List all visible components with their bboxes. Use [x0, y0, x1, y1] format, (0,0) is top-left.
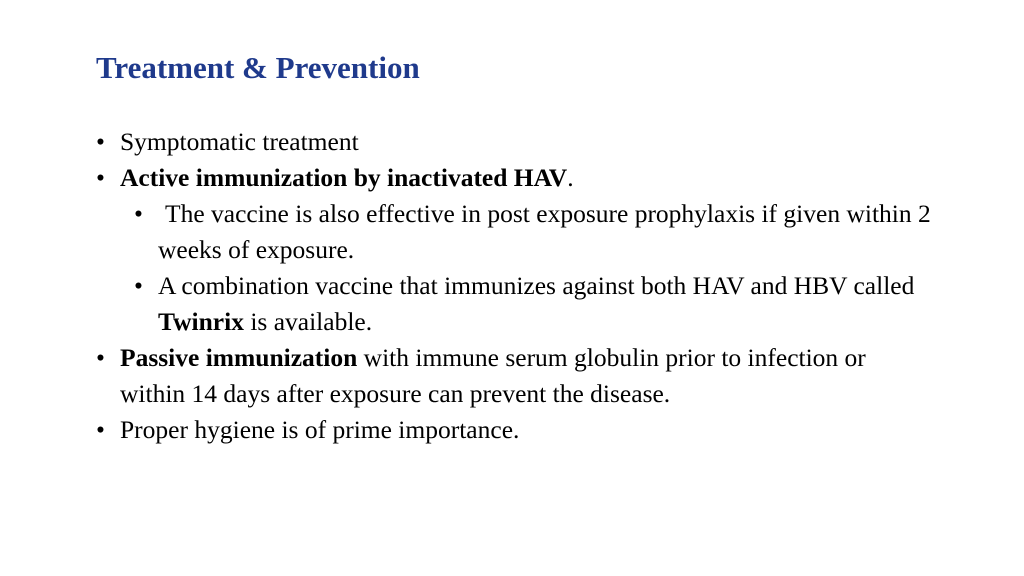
sub-bullet-icon: •	[134, 199, 143, 228]
sub-bullet-item-post-exposure	[96, 196, 936, 268]
slide-title: Treatment & Prevention	[96, 50, 420, 85]
sub-bullet-item-combination-vaccine	[96, 268, 936, 340]
bullet-text: A combination vaccine that immunizes against both HAV and HBV called	[158, 271, 915, 300]
bullet-bold-text: Active immunization by inactivated HAV	[120, 163, 568, 192]
bullet-icon: •	[96, 163, 105, 192]
bullet-text-end: is available.	[243, 307, 373, 336]
bullet-text: with immune serum globulin prior to infection or within 14 days after exposure can prevent the disease.	[120, 343, 866, 408]
bullet-item-symptomatic-treatment	[96, 124, 936, 160]
bullet-item-passive-immunization	[96, 340, 936, 412]
bullet-text: Proper hygiene is of prime importance.	[120, 415, 520, 444]
bullet-icon: •	[96, 343, 105, 372]
bullet-list	[96, 124, 936, 448]
bullet-item-proper-hygiene	[96, 412, 936, 448]
bullet-text: .	[567, 163, 574, 192]
bullet-text: The vaccine is also effective in post exposure prophylaxis if given within 2 weeks of exposure.	[158, 199, 931, 264]
bullet-item-active-immunization	[96, 160, 936, 196]
bullet-text: Symptomatic treatment	[120, 127, 359, 156]
bullet-bold-text: Passive immunization	[120, 343, 358, 372]
sub-bullet-icon: •	[134, 271, 143, 300]
bullet-icon: •	[96, 415, 105, 444]
bullet-icon: •	[96, 127, 105, 156]
bullet-bold-text: Twinrix	[158, 307, 244, 336]
